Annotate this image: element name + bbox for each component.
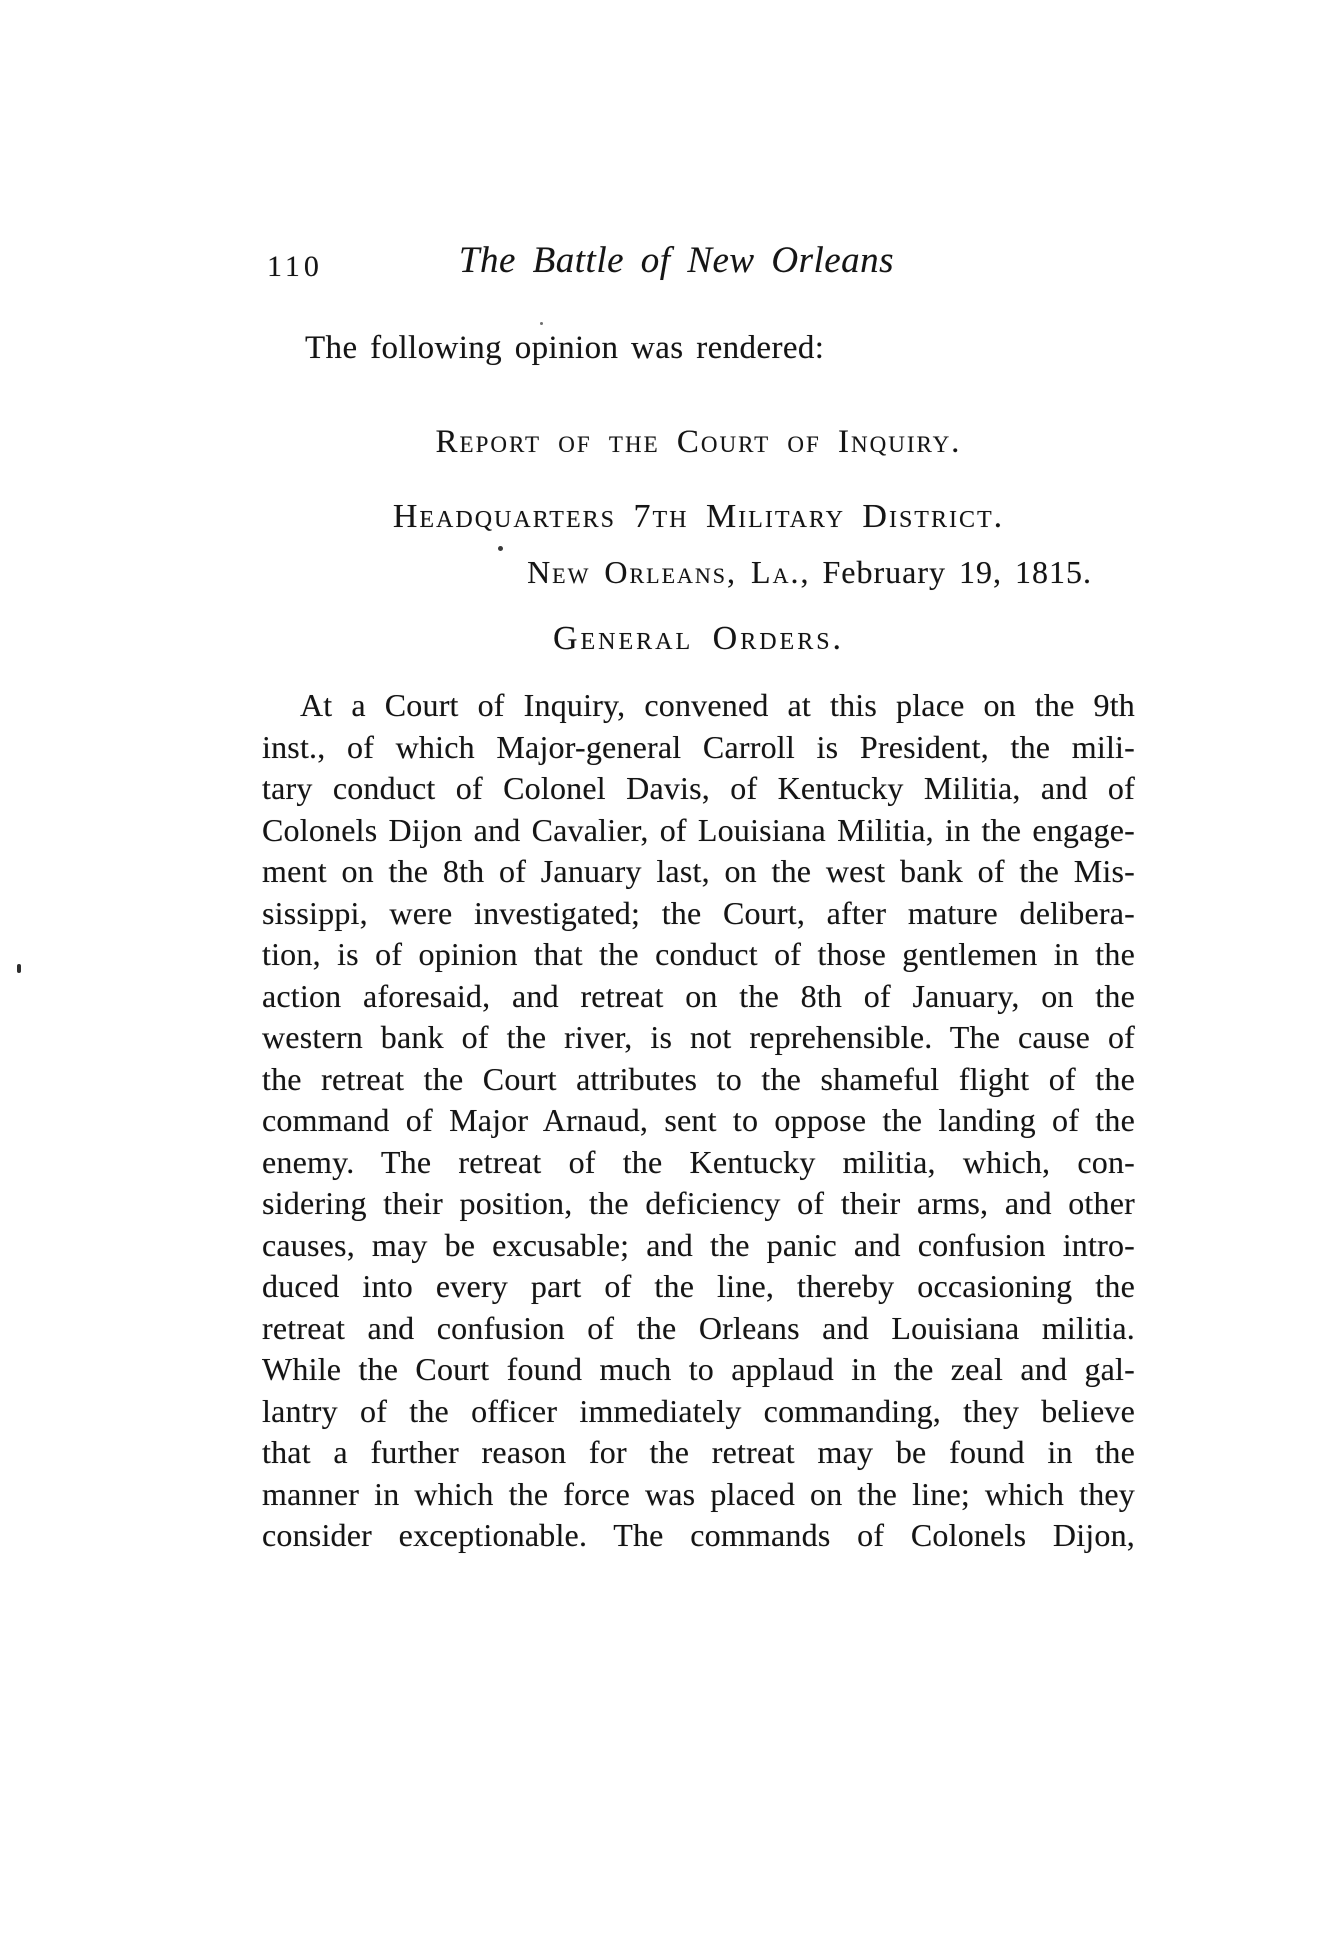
body-line: western bank of the river, is not reprehensible. The cause of [262,1019,1135,1055]
body-line: causes, may be excusable; and the panic and confusion intro- [262,1226,1135,1263]
body-line: Colonels Dijon and Cavalier, of Louisiana Militia, in the engage- [262,811,1135,848]
body-line: the retreat the Court attributes to the shameful flight of the [262,1060,1135,1097]
body-line: that a further reason for the retreat may be found in the [262,1434,1135,1470]
body-line: action aforesaid, and retreat on the 8th of January, on the [262,977,1135,1014]
dateline-date: February 19, 1815. [822,554,1092,590]
running-title: The Battle of New Orleans [458,240,895,281]
body-line: At a Court of Inquiry, convened at this place on the 9th [300,687,1135,723]
body-line: enemy. The retreat of the Kentucky militia, which, con- [262,1143,1135,1180]
dateline [262,553,1135,591]
body-line: manner in which the force was placed on the line; which they [262,1475,1135,1512]
body-line: command of Major Arnaud, sent to oppose the landing of the [262,1102,1135,1138]
body-line: tion, is of opinion that the conduct of those gentlemen in the [262,936,1135,972]
scan-speck [498,546,503,551]
body-line: retreat and confusion of the Orleans and Louisiana militia. [262,1309,1135,1346]
body-line: lantry of the officer immediately commanding, they believe [262,1392,1135,1429]
body-line: sidering their position, the deficiency of their arms, and other [262,1185,1135,1221]
body-line: consider exceptionable. The commands of Colonels Dijon, [262,1517,1135,1553]
body-line: tary conduct of Colonel Davis, of Kentucky Militia, and of [262,770,1135,806]
intro-paragraph: The following opinion was rendered: [305,330,825,366]
headquarters-line: Headquarters 7th Military District. [392,498,1005,535]
dateline-place: New Orleans, La., [527,554,811,590]
general-orders-heading: General Orders. [552,620,845,657]
report-body [262,685,1135,1557]
report-heading: Report of the Court of Inquiry. [435,424,962,460]
body-line: sissippi, were investigated; the Court, after mature delibera- [262,894,1135,931]
page-number: 110 [267,250,323,283]
scan-speck [540,322,543,325]
body-line: While the Court found much to applaud in the zeal and gal- [262,1351,1135,1387]
scan-speck [17,964,21,973]
body-line: ment on the 8th of January last, on the west bank of the Mis- [262,853,1135,889]
body-line: duced into every part of the line, thereby occasioning the [262,1268,1135,1304]
body-line: inst., of which Major-general Carroll is President, the mili- [262,728,1135,765]
